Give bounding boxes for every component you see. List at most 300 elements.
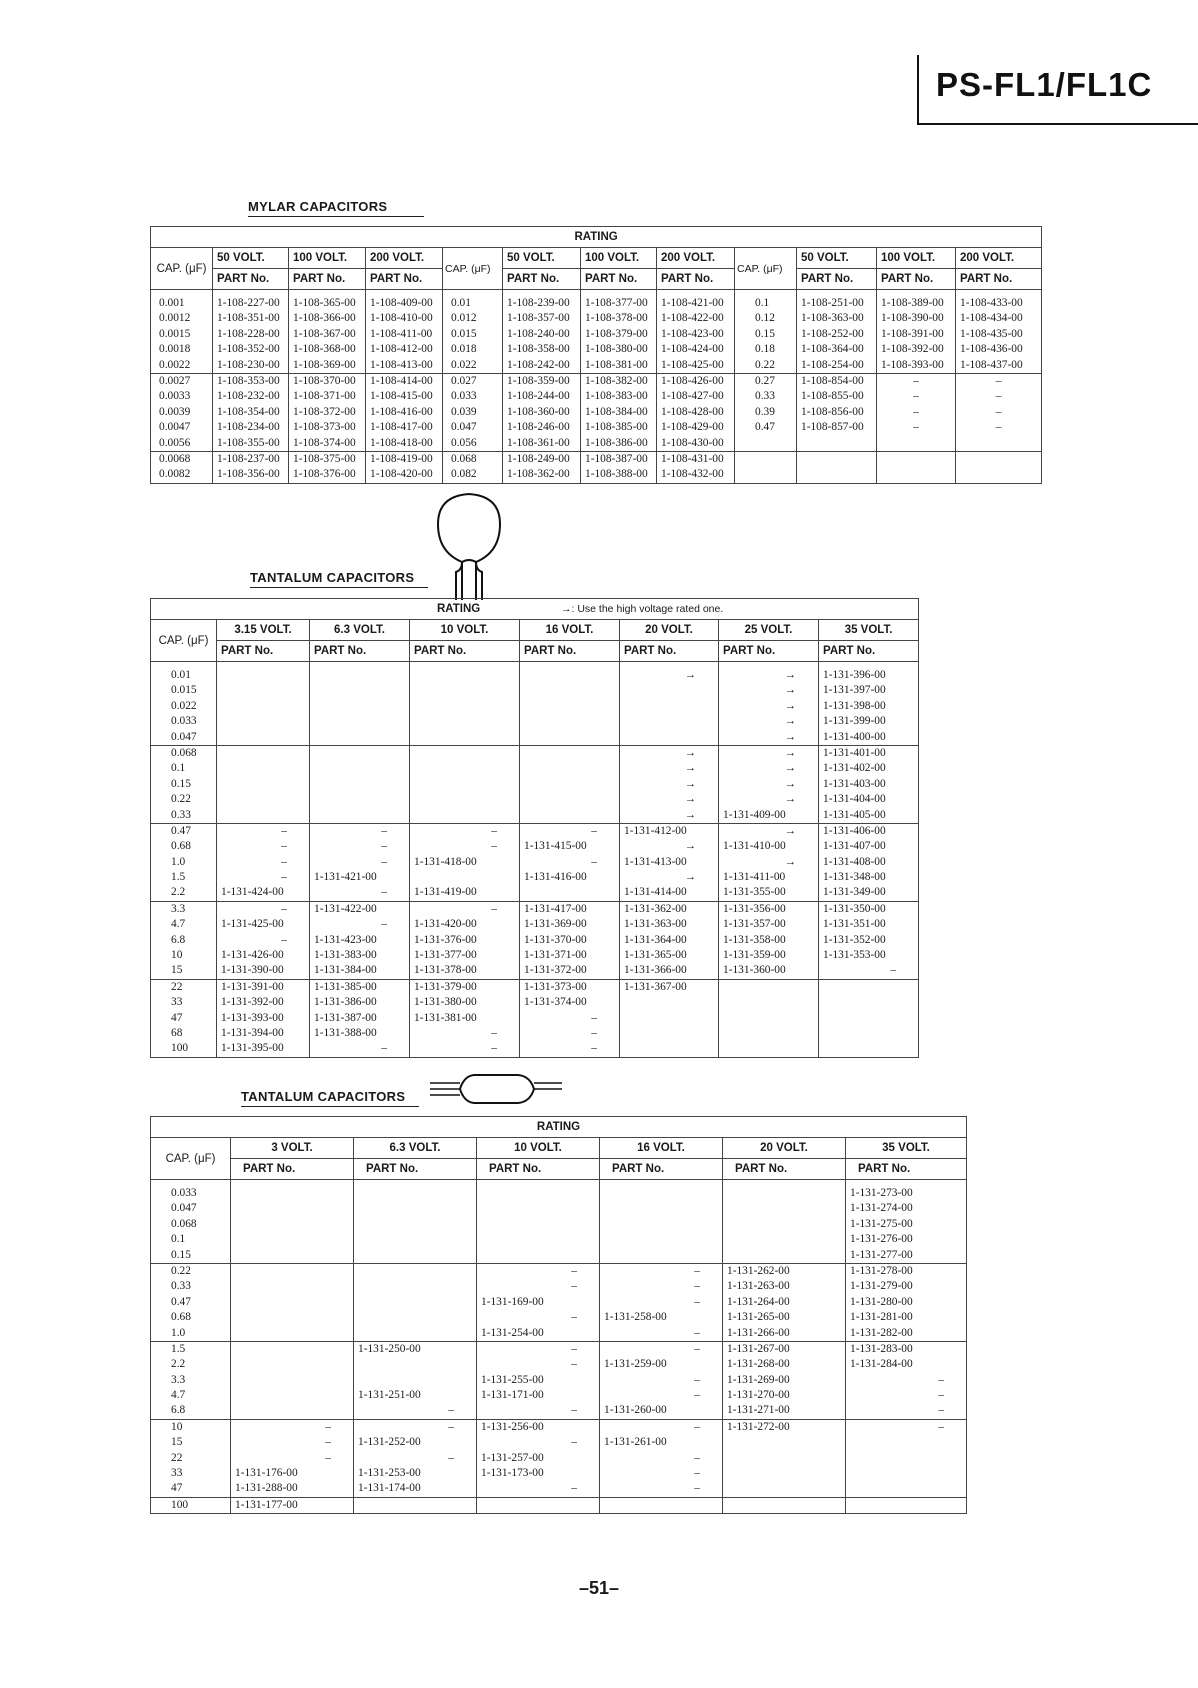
cell-line: 0.001 bbox=[159, 297, 185, 309]
cell-line: – bbox=[995, 405, 1002, 418]
mylar-cap-values bbox=[735, 451, 797, 483]
tantalum2-col-16v: 16 VOLT. bbox=[600, 1138, 723, 1159]
cell-line: – bbox=[571, 1311, 577, 1324]
cell-line: 0.039 bbox=[451, 405, 477, 418]
cell-line: 0.22 bbox=[171, 793, 191, 806]
tantalum1-body bbox=[151, 662, 919, 1058]
mylar-cap-values bbox=[151, 451, 213, 483]
part-number-cell bbox=[620, 823, 719, 901]
cell-line: 10 bbox=[171, 949, 183, 962]
mylar-col-100v-3: 100 VOLT. bbox=[877, 248, 956, 269]
cell-line: 0.027 bbox=[451, 374, 477, 387]
cell-line: – bbox=[448, 1404, 454, 1417]
cell-line: 47 bbox=[171, 1011, 183, 1024]
cell-line: – bbox=[694, 1420, 700, 1433]
cell-line: 1-131-358-00 bbox=[723, 933, 786, 946]
cell-line: 1-108-416-00 bbox=[370, 405, 433, 418]
tantalum2-cap-header: CAP. (μF) bbox=[151, 1138, 231, 1180]
part-number-cell bbox=[217, 745, 310, 823]
cell-line: 1-108-422-00 bbox=[661, 312, 724, 325]
cell-line: 1-131-352-00 bbox=[823, 933, 886, 946]
mylar-part-cell bbox=[797, 451, 877, 483]
cell-line: 1-131-419-00 bbox=[414, 886, 477, 899]
cell-line: 1-131-393-00 bbox=[221, 1011, 284, 1024]
cell-line: 1-108-436-00 bbox=[960, 343, 1023, 356]
cell-line: 33 bbox=[171, 996, 183, 1009]
cell-line: 1-108-373-00 bbox=[293, 421, 356, 434]
cell-line: – bbox=[491, 824, 497, 837]
cell-line: 1-108-232-00 bbox=[217, 390, 280, 403]
part-number-cell bbox=[231, 1263, 354, 1341]
cell-line: – bbox=[325, 1436, 331, 1449]
table-row bbox=[151, 373, 1042, 451]
part-number-cell bbox=[310, 662, 410, 746]
cell-line: – bbox=[694, 1295, 700, 1308]
mylar-col-200v-3: 200 VOLT. bbox=[956, 248, 1042, 269]
part-number-cell bbox=[600, 1419, 723, 1497]
part-number-cell bbox=[846, 1263, 967, 1341]
cell-line: 1-108-426-00 bbox=[661, 374, 724, 387]
cell-line: – bbox=[571, 1264, 577, 1277]
tantalum1-part-no-header: PART No. bbox=[410, 641, 520, 662]
part-number-cell bbox=[719, 979, 819, 1057]
cell-line: – bbox=[913, 405, 919, 418]
cell-line: 1-131-388-00 bbox=[314, 1026, 377, 1039]
cell-line: 1-131-283-00 bbox=[850, 1342, 913, 1355]
table-row bbox=[151, 979, 919, 1057]
mylar-part-cell bbox=[503, 451, 581, 483]
cell-line: 1-131-369-00 bbox=[524, 918, 587, 931]
cell-line: – bbox=[591, 824, 597, 837]
cell-line bbox=[620, 730, 718, 745]
cell-line: 0.18 bbox=[755, 343, 775, 356]
cell-line: 1-108-382-00 bbox=[585, 374, 648, 387]
mylar-part-cell bbox=[366, 290, 443, 374]
mylar-part-no-header: PART No. bbox=[581, 269, 657, 290]
cell-line: 1-131-273-00 bbox=[850, 1187, 913, 1199]
cell-line: – bbox=[694, 1467, 700, 1480]
cell-line: 1-131-424-00 bbox=[221, 886, 284, 899]
tantalum1-col-35v: 35 VOLT. bbox=[819, 620, 919, 641]
mylar-cap-header: CAP. (μF) bbox=[151, 248, 213, 290]
cell-line: 0.27 bbox=[755, 374, 775, 387]
cell-line: – bbox=[491, 1042, 497, 1055]
cell-line: 1-131-355-00 bbox=[723, 886, 786, 899]
mylar-part-no-header: PART No. bbox=[289, 269, 366, 290]
cell-line: 1-131-176-00 bbox=[235, 1467, 298, 1480]
mylar-part-cell bbox=[877, 373, 956, 451]
cell-line: 1-131-362-00 bbox=[624, 902, 687, 915]
cell-line: 0.33 bbox=[755, 390, 775, 403]
cell-line: 0.47 bbox=[171, 824, 191, 837]
table-row bbox=[151, 451, 1042, 483]
cell-line: – bbox=[694, 1280, 700, 1293]
tantalum1-cap-header: CAP. (μF) bbox=[151, 620, 217, 662]
cell-line: – bbox=[381, 886, 387, 899]
cell-line: 1-108-378-00 bbox=[585, 312, 648, 325]
cell-line: 68 bbox=[171, 1026, 183, 1039]
cell-line: 1-108-354-00 bbox=[217, 405, 280, 418]
mylar-col-100v-2: 100 VOLT. bbox=[581, 248, 657, 269]
part-number-cell bbox=[600, 1180, 723, 1264]
table-row bbox=[151, 1180, 967, 1264]
part-number-cell bbox=[819, 901, 919, 979]
cell-line: 1-131-413-00 bbox=[624, 855, 687, 868]
page-number: –51– bbox=[578, 1578, 620, 1598]
cell-line: → bbox=[684, 669, 696, 681]
cell-line: 0.1 bbox=[171, 762, 186, 775]
cell-line: 0.01 bbox=[171, 669, 191, 681]
cell-line: 1-131-418-00 bbox=[414, 855, 477, 868]
cap-values bbox=[151, 1180, 231, 1264]
model-title: PS-FL1/FL1C bbox=[936, 66, 1153, 103]
cell-line: 1-108-361-00 bbox=[507, 436, 570, 449]
table-row bbox=[151, 662, 919, 746]
cell-line bbox=[956, 436, 1041, 451]
cell-line: → bbox=[684, 840, 696, 853]
mylar-part-cell bbox=[657, 290, 735, 374]
cell-line: 0.68 bbox=[171, 1311, 191, 1324]
mylar-cap-values bbox=[443, 290, 503, 374]
cell-line: 1-131-409-00 bbox=[723, 808, 786, 821]
part-number-cell bbox=[520, 823, 620, 901]
cell-line bbox=[410, 870, 519, 885]
cell-line: – bbox=[591, 1026, 597, 1039]
mylar-part-cell bbox=[797, 290, 877, 374]
cell-line bbox=[620, 1026, 718, 1041]
mylar-title: MYLAR CAPACITORS bbox=[248, 199, 424, 217]
cell-line: → bbox=[784, 855, 796, 868]
cell-line: 1-131-281-00 bbox=[850, 1311, 913, 1324]
cell-line: 1-108-355-00 bbox=[217, 436, 280, 449]
cell-line: 1-131-177-00 bbox=[235, 1498, 298, 1511]
cell-line bbox=[877, 436, 955, 451]
cell-line: 1-131-288-00 bbox=[235, 1482, 298, 1495]
cell-line: 0.033 bbox=[451, 390, 477, 403]
cell-line: 0.0027 bbox=[159, 374, 191, 387]
cell-line: 1-108-425-00 bbox=[661, 358, 724, 371]
part-number-cell bbox=[231, 1341, 354, 1419]
cell-line: 1-131-280-00 bbox=[850, 1295, 913, 1308]
tantalum-table-1 bbox=[150, 598, 919, 1058]
cell-line: 0.0033 bbox=[159, 390, 191, 403]
part-number-cell bbox=[520, 901, 620, 979]
cell-line: 0.047 bbox=[171, 730, 197, 743]
cell-line bbox=[620, 1011, 718, 1026]
cell-line: 1-108-386-00 bbox=[585, 436, 648, 449]
tantalum2-part-no-header: PART No. bbox=[231, 1159, 354, 1180]
part-number-cell bbox=[723, 1341, 846, 1419]
cell-line: 2.2 bbox=[171, 1358, 186, 1371]
cell-line: 1-108-419-00 bbox=[370, 452, 433, 465]
mylar-part-cell bbox=[289, 451, 366, 483]
cell-line: 1-131-254-00 bbox=[481, 1326, 544, 1339]
cell-line: 1-131-386-00 bbox=[314, 996, 377, 1009]
cell-line bbox=[846, 1451, 966, 1466]
part-number-cell bbox=[723, 1263, 846, 1341]
cell-line: 0.082 bbox=[451, 468, 477, 481]
cell-line: 1.5 bbox=[171, 1342, 186, 1355]
table-row bbox=[151, 901, 919, 979]
part-number-cell bbox=[217, 662, 310, 746]
cell-line: 1-108-431-00 bbox=[661, 452, 724, 465]
cell-line: – bbox=[281, 871, 287, 884]
cell-line: 1-108-352-00 bbox=[217, 343, 280, 356]
cell-line: → bbox=[684, 808, 696, 821]
part-number-cell bbox=[600, 1341, 723, 1419]
cell-line: – bbox=[591, 1042, 597, 1055]
part-number-cell bbox=[477, 1497, 600, 1513]
cell-line: 0.15 bbox=[171, 1248, 191, 1261]
part-number-cell bbox=[477, 1419, 600, 1497]
part-number-cell bbox=[477, 1341, 600, 1419]
cell-line: 1-131-278-00 bbox=[850, 1264, 913, 1277]
cell-line: 0.22 bbox=[755, 358, 775, 371]
cell-line: 1-108-358-00 bbox=[507, 343, 570, 356]
part-number-cell bbox=[819, 745, 919, 823]
cell-line: 1-108-410-00 bbox=[370, 312, 433, 325]
cell-line: 0.068 bbox=[171, 746, 197, 759]
cell-line: 1-131-269-00 bbox=[727, 1373, 790, 1386]
cell-line: 0.015 bbox=[451, 327, 477, 340]
part-number-cell bbox=[231, 1419, 354, 1497]
cell-line: 1-131-256-00 bbox=[481, 1420, 544, 1433]
part-number-cell bbox=[410, 745, 520, 823]
cell-line: 3.3 bbox=[171, 1373, 186, 1386]
tantalum2-col-6v3: 6.3 VOLT. bbox=[354, 1138, 477, 1159]
cell-line: 1-108-412-00 bbox=[370, 343, 433, 356]
cell-line: 1-108-377-00 bbox=[585, 297, 648, 309]
cell-line: 1-108-423-00 bbox=[661, 327, 724, 340]
cell-line: → bbox=[784, 762, 796, 775]
cell-line: 1-131-261-00 bbox=[604, 1436, 667, 1449]
cell-line: 1-131-387-00 bbox=[314, 1011, 377, 1024]
cell-line: – bbox=[571, 1342, 577, 1355]
mylar-part-cell bbox=[503, 373, 581, 451]
part-number-cell bbox=[719, 823, 819, 901]
tantalum2-part-no-header: PART No. bbox=[600, 1159, 723, 1180]
cell-line bbox=[620, 995, 718, 1010]
cell-line: 1-108-228-00 bbox=[217, 327, 280, 340]
cell-line: 22 bbox=[171, 980, 183, 993]
cell-line: – bbox=[694, 1389, 700, 1402]
cell-line: 1-131-366-00 bbox=[624, 964, 687, 977]
cell-line: 1-108-376-00 bbox=[293, 468, 356, 481]
cell-line: 0.022 bbox=[451, 358, 477, 371]
mylar-part-no-header: PART No. bbox=[213, 269, 289, 290]
cell-line: 0.0047 bbox=[159, 421, 191, 434]
cell-line: 1-108-251-00 bbox=[801, 297, 864, 309]
cell-line: 1-131-356-00 bbox=[723, 902, 786, 915]
cell-line bbox=[723, 1481, 845, 1496]
mylar-part-cell bbox=[956, 290, 1042, 374]
cell-line: 1-108-856-00 bbox=[801, 405, 864, 418]
mylar-cap-values bbox=[735, 290, 797, 374]
cell-line: 1-131-399-00 bbox=[823, 715, 886, 728]
cell-line: 0.0015 bbox=[159, 327, 191, 340]
table-row bbox=[151, 1341, 967, 1419]
cell-line: 1-108-415-00 bbox=[370, 390, 433, 403]
cell-line: → bbox=[784, 824, 796, 837]
part-number-cell bbox=[620, 979, 719, 1057]
cell-line: 1-131-384-00 bbox=[314, 964, 377, 977]
cell-line: 1-131-414-00 bbox=[624, 886, 687, 899]
cell-line: 1-108-433-00 bbox=[960, 297, 1023, 309]
cell-line: – bbox=[281, 824, 287, 837]
part-number-cell bbox=[819, 823, 919, 901]
tantalum2-part-no-header: PART No. bbox=[354, 1159, 477, 1180]
part-number-cell bbox=[217, 901, 310, 979]
part-number-cell bbox=[410, 662, 520, 746]
cell-line: → bbox=[784, 746, 796, 759]
cell-line: 1-131-258-00 bbox=[604, 1311, 667, 1324]
cell-line: 1-131-259-00 bbox=[604, 1358, 667, 1371]
cell-line: 1-108-371-00 bbox=[293, 390, 356, 403]
cell-line: – bbox=[571, 1436, 577, 1449]
cell-line: 1-108-379-00 bbox=[585, 327, 648, 340]
cell-line: 6.8 bbox=[171, 933, 186, 946]
cell-line: 1-131-392-00 bbox=[221, 996, 284, 1009]
part-number-cell bbox=[719, 745, 819, 823]
cell-line: 2.2 bbox=[171, 886, 186, 899]
cell-line: 1-131-275-00 bbox=[850, 1217, 913, 1230]
cell-line: 1-131-363-00 bbox=[624, 918, 687, 931]
cell-line: 1-108-364-00 bbox=[801, 343, 864, 356]
cell-line bbox=[723, 1451, 845, 1466]
cell-line: 1-131-171-00 bbox=[481, 1389, 544, 1402]
mylar-cap-header-2: CAP. (μF) bbox=[443, 248, 503, 290]
cell-line: 1-108-855-00 bbox=[801, 390, 864, 403]
cell-line: 1-131-415-00 bbox=[524, 840, 587, 853]
cell-line: – bbox=[913, 421, 919, 434]
mylar-part-cell bbox=[503, 290, 581, 374]
cell-line bbox=[723, 1435, 845, 1450]
part-number-cell bbox=[310, 745, 410, 823]
table-row bbox=[151, 290, 1042, 374]
cell-line: 1-131-398-00 bbox=[823, 699, 886, 712]
part-number-cell bbox=[354, 1419, 477, 1497]
cell-line: 1-108-363-00 bbox=[801, 312, 864, 325]
part-number-cell bbox=[520, 662, 620, 746]
cell-line: 1-108-367-00 bbox=[293, 327, 356, 340]
cell-line: 1-108-360-00 bbox=[507, 405, 570, 418]
part-number-cell bbox=[354, 1263, 477, 1341]
cell-line: – bbox=[325, 1420, 331, 1433]
cell-line: 1-131-390-00 bbox=[221, 964, 284, 977]
cell-line: – bbox=[890, 964, 897, 977]
cell-line: – bbox=[281, 855, 287, 868]
cell-line: 0.047 bbox=[171, 1202, 197, 1215]
mylar-part-cell bbox=[877, 451, 956, 483]
mylar-part-cell bbox=[581, 290, 657, 374]
part-number-cell bbox=[354, 1180, 477, 1264]
cell-line: 1.0 bbox=[171, 855, 186, 868]
cell-line: – bbox=[381, 824, 387, 837]
tantalum2-col-10v: 10 VOLT. bbox=[477, 1138, 600, 1159]
cell-line: 1-131-266-00 bbox=[727, 1326, 790, 1339]
cell-line: 1-108-357-00 bbox=[507, 312, 570, 325]
part-number-cell bbox=[217, 823, 310, 901]
cell-line: – bbox=[694, 1264, 700, 1277]
cell-line: 0.047 bbox=[451, 421, 477, 434]
cell-line: 0.1 bbox=[755, 297, 770, 309]
cell-line: 0.33 bbox=[171, 808, 191, 821]
cell-line: 1-131-417-00 bbox=[524, 902, 587, 915]
cap-values bbox=[151, 745, 217, 823]
mylar-part-no-header: PART No. bbox=[657, 269, 735, 290]
mylar-cap-values bbox=[443, 451, 503, 483]
cell-line: 1-131-391-00 bbox=[221, 980, 284, 993]
mylar-cap-values bbox=[735, 373, 797, 451]
cell-line: 1-131-257-00 bbox=[481, 1451, 544, 1464]
part-number-cell bbox=[477, 1180, 600, 1264]
cell-line: 0.033 bbox=[171, 1187, 197, 1199]
mylar-cap-values bbox=[443, 373, 503, 451]
cell-line: 0.0039 bbox=[159, 405, 191, 418]
cell-line: 1-131-274-00 bbox=[850, 1202, 913, 1215]
tantalum1-col-3v15: 3.15 VOLT. bbox=[217, 620, 310, 641]
tantalum1-rating-label: RATING bbox=[437, 603, 481, 615]
cell-line: 1-131-379-00 bbox=[414, 980, 477, 993]
mylar-part-cell bbox=[213, 373, 289, 451]
cell-line: 1-131-394-00 bbox=[221, 1026, 284, 1039]
mylar-part-cell bbox=[581, 373, 657, 451]
cell-line: → bbox=[784, 699, 796, 712]
cell-line: 1-108-369-00 bbox=[293, 358, 356, 371]
cell-line: 1-108-242-00 bbox=[507, 358, 570, 371]
tantalum2-col-20v: 20 VOLT. bbox=[723, 1138, 846, 1159]
cell-line: 15 bbox=[171, 1436, 183, 1449]
part-number-cell bbox=[723, 1497, 846, 1513]
cell-line: 0.12 bbox=[755, 312, 775, 325]
cell-line: 0.15 bbox=[755, 327, 775, 340]
cell-line: → bbox=[684, 871, 696, 884]
mylar-part-no-header: PART No. bbox=[503, 269, 581, 290]
mylar-col-50v: 50 VOLT. bbox=[213, 248, 289, 269]
cell-line: – bbox=[938, 1373, 945, 1386]
cell-line: 1-131-260-00 bbox=[604, 1404, 667, 1417]
table-row bbox=[151, 1419, 967, 1497]
cell-line: 1-131-365-00 bbox=[624, 949, 687, 962]
mylar-part-cell bbox=[213, 290, 289, 374]
cell-line: → bbox=[684, 762, 696, 775]
cell-line: 1-131-255-00 bbox=[481, 1373, 544, 1386]
cell-line: 1-108-359-00 bbox=[507, 374, 570, 387]
cell-line: 1-131-353-00 bbox=[823, 949, 886, 962]
cell-line: 1-131-416-00 bbox=[524, 871, 587, 884]
cell-line: 1-108-230-00 bbox=[217, 358, 280, 371]
tantalum1-col-10v: 10 VOLT. bbox=[410, 620, 520, 641]
cell-line: 1-108-389-00 bbox=[881, 297, 944, 309]
cell-line bbox=[723, 1466, 845, 1481]
cell-line: 1-131-359-00 bbox=[723, 949, 786, 962]
cell-line: 1-131-173-00 bbox=[481, 1467, 544, 1480]
cell-line: 1-108-372-00 bbox=[293, 405, 356, 418]
tantalum2-rating-header: RATING bbox=[151, 1117, 967, 1138]
cell-line: 1-131-422-00 bbox=[314, 902, 377, 915]
disc-capacitor-icon bbox=[432, 488, 506, 600]
cell-line: 0.47 bbox=[171, 1295, 191, 1308]
cell-line: 1-108-409-00 bbox=[370, 297, 433, 309]
cell-line: 1-108-390-00 bbox=[881, 312, 944, 325]
cell-line: 1-131-279-00 bbox=[850, 1280, 913, 1293]
mylar-col-100v: 100 VOLT. bbox=[289, 248, 366, 269]
tantalum1-part-no-header: PART No. bbox=[719, 641, 819, 662]
tantalum1-part-no-header: PART No. bbox=[520, 641, 620, 662]
cell-line: 1-131-400-00 bbox=[823, 730, 886, 743]
cell-line: 1-131-350-00 bbox=[823, 902, 886, 915]
cell-line: – bbox=[448, 1451, 454, 1464]
